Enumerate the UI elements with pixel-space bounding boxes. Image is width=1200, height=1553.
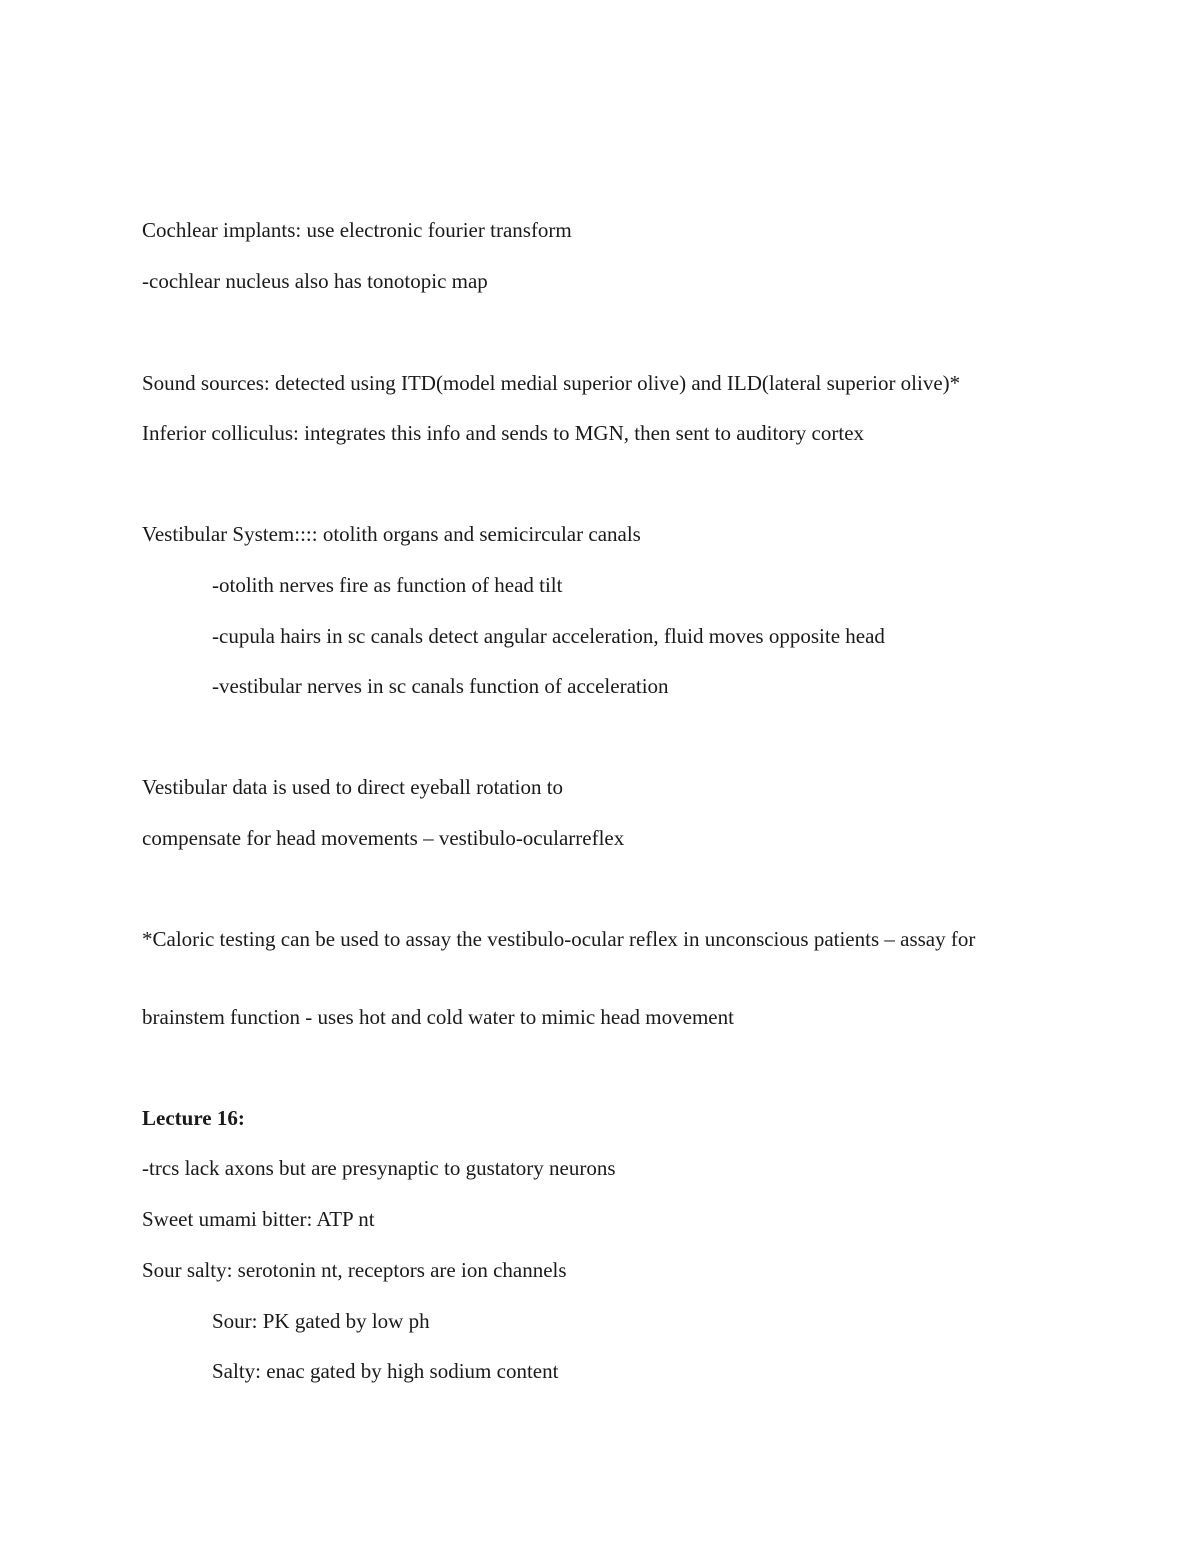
text-line-otolith-nerves: -otolith nerves fire as function of head tilt [212,573,563,597]
text-line-sweet-umami: Sweet umami bitter: ATP nt [142,1207,375,1231]
text-line-sound-sources: Sound sources: detected using ITD(model medial superior olive) and ILD(lateral superior olive)* [142,371,961,395]
text-line-trcs: -trcs lack axons but are presynaptic to gustatory neurons [142,1156,616,1180]
text-line-vestibular-data: Vestibular data is used to direct eyeball rotation to [142,775,564,799]
text-line-cochlear-nucleus: -cochlear nucleus also has tonotopic map [142,269,488,293]
text-line-vestibular-nerves: -vestibular nerves in sc canals function of acceleration [212,674,669,698]
lecture-heading: Lecture 16: [142,1106,245,1130]
text-line-inferior-colliculus: Inferior colliculus: integrates this info and sends to MGN, then sent to auditory cortex [142,421,865,445]
text-line-compensate: compensate for head movements – vestibulo-ocularreflex [142,826,625,850]
text-line-cochlear-implants: Cochlear implants: use electronic fourier transform [142,218,572,242]
text-line-cupula-hairs: -cupula hairs in sc canals detect angular acceleration, fluid moves opposite head [212,624,885,648]
text-line-vestibular-system: Vestibular System:::: otolith organs and semicircular canals [142,522,641,546]
text-line-salty: Salty: enac gated by high sodium content [212,1359,559,1383]
text-line-sour-salty: Sour salty: serotonin nt, receptors are ion channels [142,1258,567,1282]
text-line-brainstem-function: brainstem function - uses hot and cold water to mimic head movement [142,1005,734,1029]
text-line-sour: Sour: PK gated by low ph [212,1309,430,1333]
text-line-caloric-testing: *Caloric testing can be used to assay the vestibulo-ocular reflex in unconscious patients – assay for [142,927,976,951]
